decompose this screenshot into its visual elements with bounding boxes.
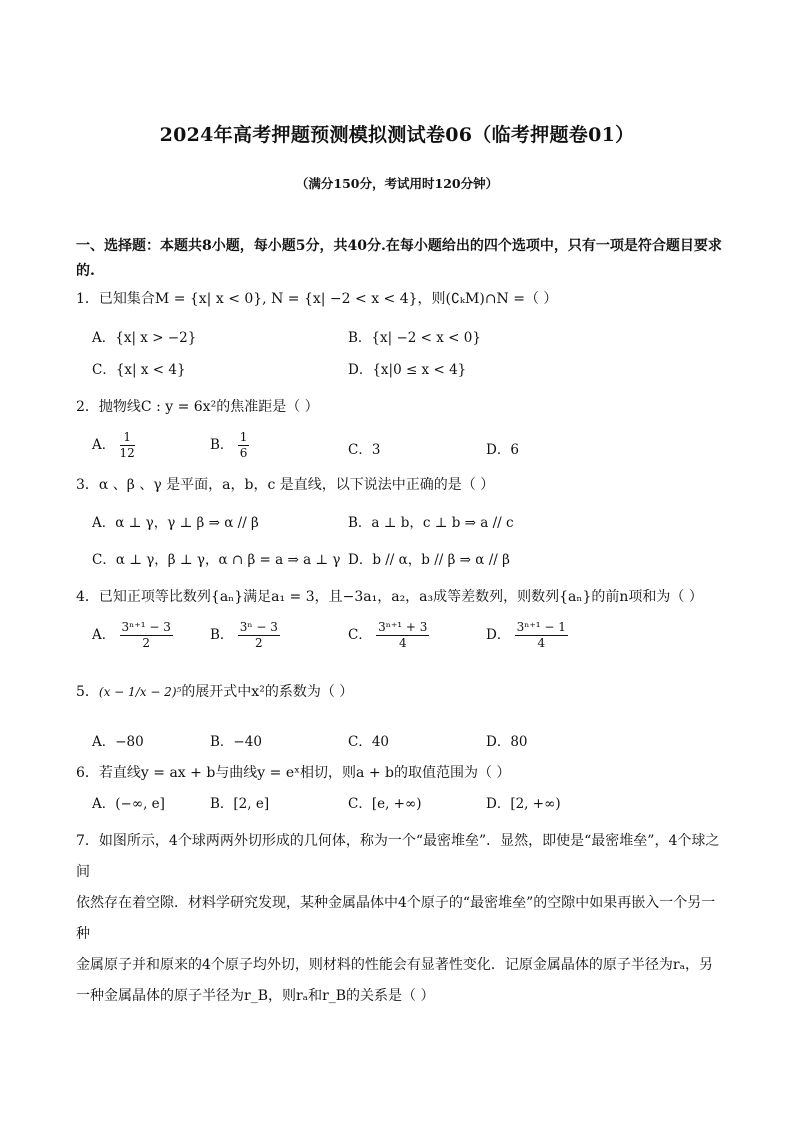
question-5-option-c: C．40	[348, 734, 390, 750]
question-6-option-a: A．(−∞, e]	[92, 796, 165, 812]
question-3-option-c: C．α ⊥ γ，β ⊥ γ，α ∩ β = a ⇒ a ⊥ γ	[92, 552, 341, 568]
fraction-numerator: 3ⁿ⁺¹ + 3	[378, 620, 428, 634]
question-6-stem: 6．若直线y = ax + b与曲线y = eˣ相切，则a + b的取值范围为（ ）	[76, 765, 511, 781]
question-1-option-c: C．{x| x < 4}	[92, 362, 186, 378]
question-2-stem: 2．抛物线C : y = 6x²的焦准距是（ ）	[76, 399, 319, 415]
fraction-numerator: 3ⁿ − 3	[239, 620, 278, 634]
question-4-option-b	[210, 620, 280, 651]
question-5-option-a: A．−80	[92, 734, 144, 750]
fraction	[120, 430, 135, 461]
fraction-denominator: 2	[254, 636, 263, 650]
question-1-option-b: B．{x| −2 < x < 0}	[348, 330, 481, 346]
fraction	[376, 620, 429, 651]
fraction-denominator: 2	[142, 636, 151, 650]
question-4-option-c	[348, 620, 429, 651]
fraction-denominator: 4	[398, 636, 407, 650]
fraction	[120, 620, 173, 651]
option-label: B．	[210, 627, 234, 643]
fraction	[238, 430, 250, 461]
question-number: 5．	[76, 684, 99, 700]
question-2-option-d: D．6	[486, 442, 519, 458]
question-3-option-b: B．a ⊥ b，c ⊥ b ⇒ a // c	[348, 515, 514, 531]
question-text: 的展开式中x²的系数为（ ）	[181, 684, 354, 700]
option-label: A．	[92, 627, 116, 643]
fraction-denominator: 4	[537, 636, 546, 650]
question-4-option-a	[92, 620, 173, 651]
question-5-stem	[76, 681, 353, 701]
question-3-option-d: D．b // α，b // β ⇒ α // β	[348, 552, 510, 568]
fraction-numerator: 1	[120, 430, 135, 446]
binomial-expression: (x − 1/x − 2)⁵	[98, 685, 182, 699]
question-4-stem: 4．已知正项等比数列{aₙ}满足a₁ = 3，且−3a₁，a₂，a₃成等差数列，则数列{aₙ}的前n项和为（ ）	[76, 589, 703, 605]
option-label: C．	[348, 627, 372, 643]
fraction-numerator: 3ⁿ⁺¹ − 1	[516, 620, 566, 634]
fraction-numerator: 3ⁿ⁺¹ − 3	[121, 620, 171, 634]
question-7-line: 7．如图所示，4个球两两外切形成的几何体，称为一个“最密堆垒”．显然，即使是“最密堆垒”，4个球之间	[76, 833, 720, 880]
fraction	[515, 620, 568, 651]
question-3-stem: 3．α 、β 、γ 是平面，a，b，c 是直线，以下说法中正确的是（ ）	[76, 477, 495, 493]
question-7-line: 金属原子并和原来的4个原子均外切，则材料的性能会有显著性变化．记原金属晶体的原子半径为rₐ，另	[76, 957, 713, 973]
question-2-option-c: C．3	[348, 442, 381, 458]
question-6-option-b: B．[2, e]	[210, 796, 270, 812]
question-5-option-b: B．−40	[210, 734, 262, 750]
question-7-line: 依然存在着空隙．材料学研究发现，某种金属晶体中4个原子的“最密堆垒”的空隙中如果再嵌入一个另一种	[76, 895, 716, 942]
page-title: 2024年高考押题预测模拟测试卷06（临考押题卷01）	[159, 124, 635, 146]
question-3-option-a: A．α ⊥ γ，γ ⊥ β ⇒ α // β	[92, 515, 259, 531]
question-6-option-d: D．[2, +∞)	[486, 796, 561, 812]
option-label: B．	[210, 437, 234, 453]
question-7-stem	[76, 826, 726, 1012]
question-5-option-d: D．80	[486, 734, 528, 750]
question-1-option-d: D．{x|0 ≤ x < 4}	[348, 362, 467, 378]
section-heading: 一、选择题：本题共8小题，每小题5分，共40分.在每小题给出的四个选项中，只有一项是符合题目要求的.	[76, 238, 722, 279]
page-subtitle: （满分150分，考试用时120分钟）	[295, 176, 499, 191]
fraction	[238, 620, 280, 651]
question-7-line: 一种金属晶体的原子半径为r_B，则rₐ和r_B的关系是（ ）	[76, 988, 435, 1004]
question-6-option-c: C．[e, +∞)	[348, 796, 422, 812]
question-1-option-a: A．{x| x > −2}	[92, 330, 197, 346]
option-label: D．	[486, 627, 511, 643]
question-2-option-b	[210, 430, 249, 461]
question-2-option-a	[92, 430, 135, 461]
question-1-stem: 1．已知集合M = {x| x < 0}, N = {x| −2 < x < 4}，则(∁ₖM)∩N =（ ）	[76, 291, 558, 307]
option-label: A．	[92, 437, 116, 453]
fraction-denominator: 6	[239, 446, 248, 460]
fraction-numerator: 1	[239, 430, 248, 444]
question-4-option-d	[486, 620, 568, 651]
fraction-denominator: 12	[119, 446, 135, 460]
